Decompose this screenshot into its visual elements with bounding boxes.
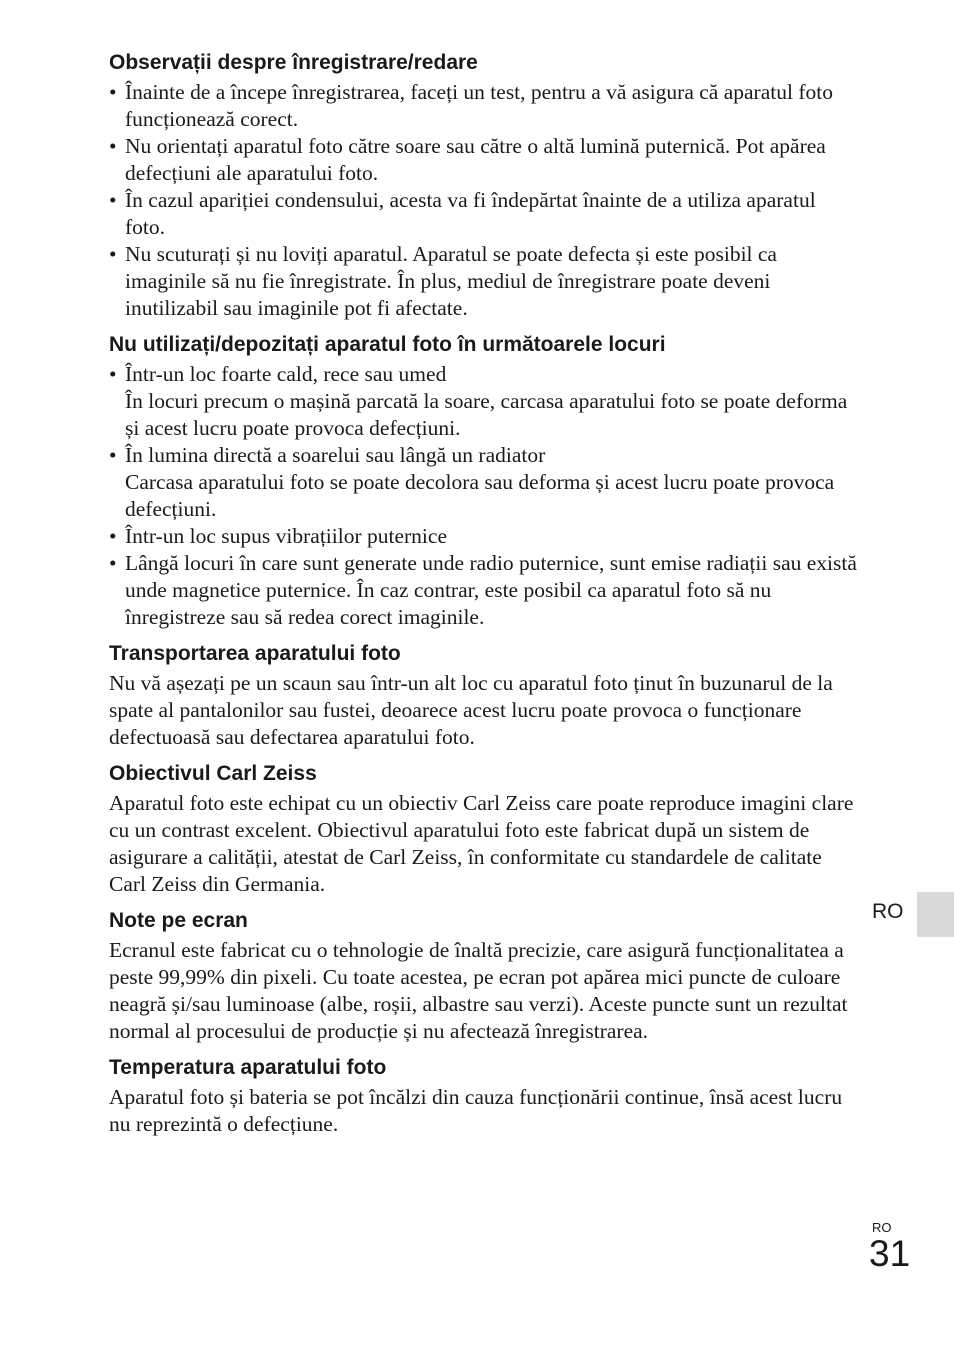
list-item: • Înainte de a începe înregistrarea, faceți un test, pentru a vă asigura că aparatul foto funcționează corect. — [109, 79, 859, 133]
list-item — [109, 361, 859, 442]
section-heading: Observații despre înregistrare/redare — [109, 51, 478, 74]
list-item: • În cazul apariției condensului, acesta va fi îndepărtat înainte de a utiliza aparatul foto. — [109, 187, 859, 241]
page-content — [109, 49, 859, 1147]
list-item — [109, 442, 859, 523]
list-item: • Nu scuturați și nu loviți aparatul. Aparatul se poate defecta și este posibil ca imaginile să nu fie înregistrate. În plus, mediul de înregistrare poate deveni inutilizabil sau imaginile pot fi afectate. — [109, 241, 859, 322]
list-item-detail: În locuri precum o mașină parcată la soare, carcasa aparatului foto se poate deforma și acest lucru poate provoca defecțiuni. — [125, 389, 848, 440]
bullet-list — [109, 79, 859, 322]
list-item-heading: • Într-un loc foarte cald, rece sau umed — [125, 362, 447, 386]
list-item — [109, 523, 859, 550]
section-heading: Transportarea aparatului foto — [109, 642, 401, 665]
paragraph: Aparatul foto este echipat cu un obiectiv Carl Zeiss care poate reproduce imagini clare cu un contrast excelent. Obiectivul aparatului foto este fabricat după un sistem de asigurare a calității, atestat de Carl Zeiss, în conformitate cu standardele de calitate Carl Zeiss din Germania. — [109, 791, 854, 896]
list-item: • Nu orientați aparatul foto către soare sau către o altă lumină puternică. Pot apărea defecțiuni ale aparatului foto. — [109, 133, 859, 187]
list-item-heading: • În lumina directă a soarelui sau lângă un radiator — [125, 443, 546, 467]
language-side-tab — [917, 892, 954, 937]
list-item-detail: Carcasa aparatului foto se poate decolora sau deforma și acest lucru poate provoca defecțiuni. — [125, 470, 835, 521]
list-item-heading: • Lângă locuri în care sunt generate unde radio puternice, sunt emise radiații sau există unde magnetice puternice. În caz contrar, este posibil ca aparatul foto să nu înregistreze sau să redea corect imaginile. — [125, 551, 857, 629]
section-heading: Temperatura aparatului foto — [109, 1056, 387, 1079]
page-language-code: RO — [872, 1220, 892, 1235]
language-tab-label: RO — [872, 900, 904, 923]
paragraph: Ecranul este fabricat cu o tehnologie de înaltă precizie, care asigură funcționalitatea a peste 99,99% din pixeli. Cu toate acestea, pe ecran pot apărea mici puncte de culoare neagră și/sau luminoase (albe, roșii, albastre sau verzi). Aceste puncte sunt un rezultat normal al procesului de producție și nu afectează înregistrarea. — [109, 938, 848, 1043]
section-heading: Nu utilizați/depozitați aparatul foto în următoarele locuri — [109, 333, 666, 356]
section-heading: Obiectivul Carl Zeiss — [109, 762, 317, 785]
bullet-list — [109, 361, 859, 631]
page-number: 31 — [869, 1233, 911, 1274]
section-heading: Note pe ecran — [109, 909, 248, 932]
list-item-heading: • Într-un loc supus vibrațiilor puternice — [125, 524, 447, 548]
paragraph: Nu vă așezați pe un scaun sau într-un alt loc cu aparatul foto ținut în buzunarul de la spate al pantalonilor sau fustei, deoarece acest lucru poate provoca o funcționare defectuoasă sau defectarea aparatului foto. — [109, 671, 833, 749]
list-item — [109, 550, 859, 631]
paragraph: Aparatul foto și bateria se pot încălzi din cauza funcționării continue, însă acest lucru nu reprezintă o defecțiune. — [109, 1085, 843, 1136]
